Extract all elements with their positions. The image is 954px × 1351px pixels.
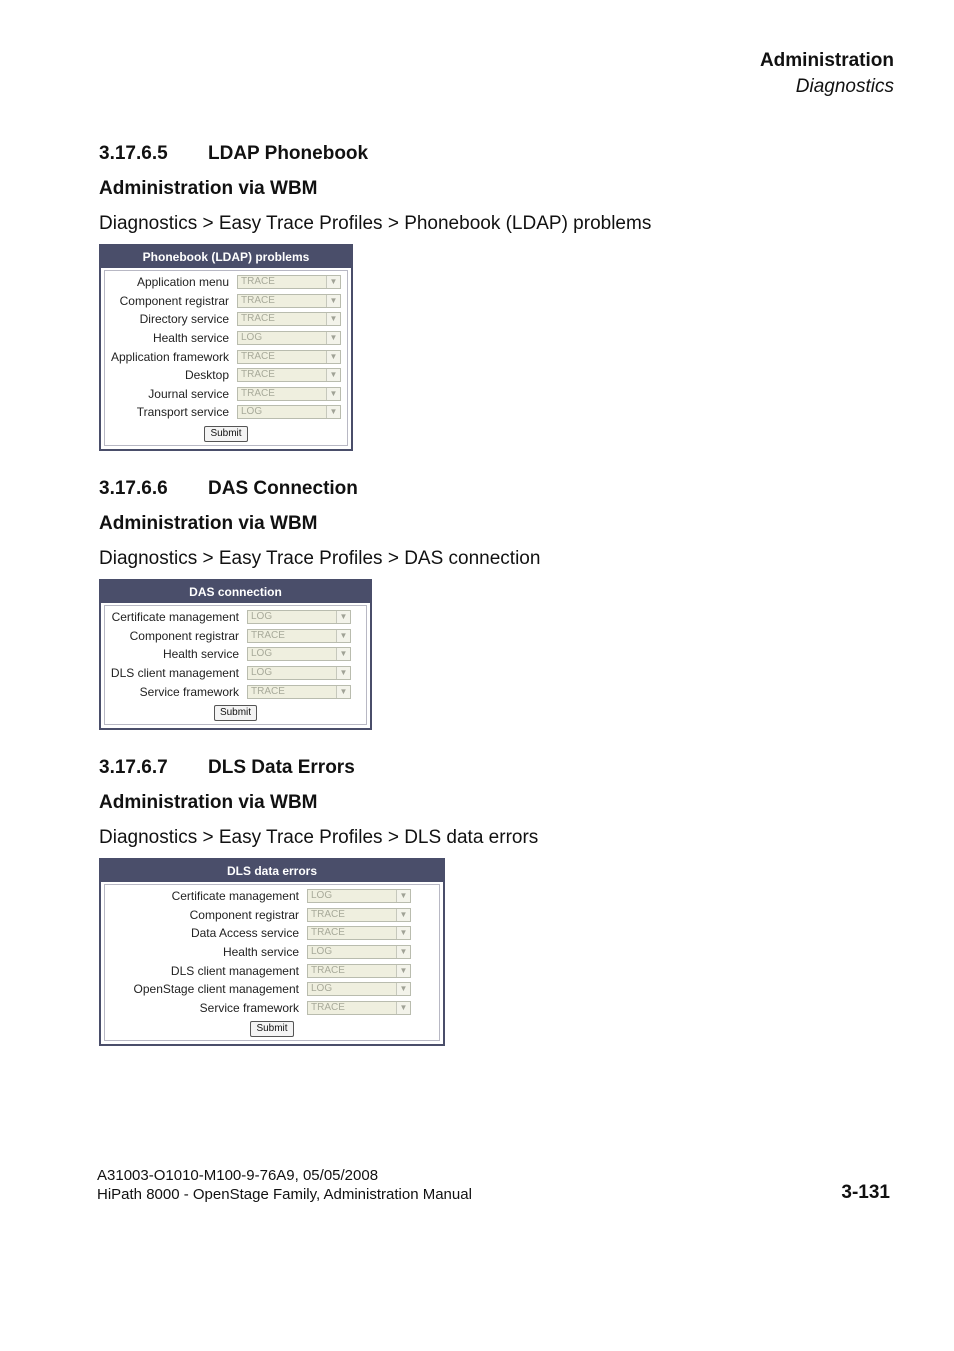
trace-level-select[interactable] xyxy=(247,685,351,699)
setting-label: OpenStage client management xyxy=(133,982,299,997)
setting-label: Service framework xyxy=(199,1000,299,1015)
running-header-title: Administration xyxy=(759,50,894,71)
trace-level-select[interactable] xyxy=(307,926,411,940)
submit-button[interactable]: Submit xyxy=(204,426,247,442)
section-ldap-phonebook xyxy=(99,142,899,451)
setting-row xyxy=(105,887,439,906)
submit-row xyxy=(105,423,347,443)
footer-doc-title: HiPath 8000 - OpenStage Family, Administration Manual xyxy=(97,1186,472,1203)
setting-row xyxy=(105,347,347,366)
chevron-down-icon: ▼ xyxy=(326,313,340,325)
setting-label: Transport service xyxy=(136,405,229,420)
trace-level-select[interactable] xyxy=(237,405,341,419)
setting-label: Health service xyxy=(152,331,229,346)
setting-row xyxy=(105,627,366,646)
chevron-down-icon: ▼ xyxy=(326,351,340,363)
trace-level-select[interactable] xyxy=(247,666,351,680)
running-header-subtitle: Diagnostics xyxy=(795,76,894,97)
setting-label: Journal service xyxy=(148,386,229,401)
chevron-down-icon: ▼ xyxy=(396,965,410,977)
chevron-down-icon: ▼ xyxy=(336,630,350,642)
trace-level-value: TRACE xyxy=(241,350,275,362)
setting-row xyxy=(105,645,366,664)
setting-label: Certificate management xyxy=(111,610,239,625)
setting-label: Certificate management xyxy=(171,889,299,904)
chevron-down-icon: ▼ xyxy=(336,667,350,679)
trace-level-value: TRACE xyxy=(251,685,285,697)
trace-level-select[interactable] xyxy=(307,982,411,996)
setting-row xyxy=(105,943,439,962)
trace-level-value: TRACE xyxy=(311,1001,345,1013)
setting-row xyxy=(105,980,439,999)
menu-path: Diagnostics > Easy Trace Profiles > Phonebook (LDAP) problems xyxy=(99,213,652,234)
trace-level-select[interactable] xyxy=(237,387,341,401)
panel-title: DLS data errors xyxy=(101,860,443,882)
trace-level-value: LOG xyxy=(251,611,273,623)
trace-level-value: TRACE xyxy=(311,964,345,976)
section-number: 3.17.6.5 xyxy=(99,143,168,164)
chevron-down-icon: ▼ xyxy=(326,276,340,288)
chevron-down-icon: ▼ xyxy=(326,388,340,400)
trace-level-select[interactable] xyxy=(237,350,341,364)
panel-body xyxy=(104,884,440,1041)
setting-row xyxy=(105,608,366,627)
trace-level-select[interactable] xyxy=(307,1001,411,1015)
section-heading xyxy=(99,756,899,780)
setting-label: Desktop xyxy=(184,368,229,383)
section-number: 3.17.6.7 xyxy=(99,757,168,778)
setting-row xyxy=(105,924,439,943)
section-heading xyxy=(99,477,899,501)
setting-label: Health service xyxy=(162,647,239,662)
setting-label: Data Access service xyxy=(190,926,299,941)
section-dls-data-errors xyxy=(99,756,899,1046)
wbm-panel-das xyxy=(99,579,372,730)
setting-row xyxy=(105,310,347,329)
trace-level-select[interactable] xyxy=(237,312,341,326)
trace-level-value: TRACE xyxy=(251,629,285,641)
setting-row xyxy=(105,999,439,1018)
trace-level-value: TRACE xyxy=(241,369,275,381)
footer-doc-id: A31003-O1010-M100-9-76A9, 05/05/2008 xyxy=(97,1167,379,1184)
trace-level-value: TRACE xyxy=(241,294,275,306)
wbm-panel-dls xyxy=(99,858,445,1046)
setting-label: Component registrar xyxy=(119,293,229,308)
setting-label: Component registrar xyxy=(189,907,299,922)
panel-title: Phonebook (LDAP) problems xyxy=(101,246,351,268)
trace-level-value: TRACE xyxy=(311,908,345,920)
trace-level-value: LOG xyxy=(311,946,333,958)
trace-level-select[interactable] xyxy=(237,331,341,345)
chevron-down-icon: ▼ xyxy=(326,332,340,344)
setting-label: Directory service xyxy=(139,312,229,327)
section-subheading: Administration via WBM xyxy=(99,513,318,534)
section-heading xyxy=(99,142,899,166)
trace-level-value: LOG xyxy=(251,648,273,660)
setting-row xyxy=(105,961,439,980)
setting-row xyxy=(105,273,347,292)
trace-level-select[interactable] xyxy=(237,368,341,382)
submit-row xyxy=(105,702,366,722)
menu-path: Diagnostics > Easy Trace Profiles > DLS data errors xyxy=(99,827,539,848)
setting-row xyxy=(105,682,366,701)
trace-level-value: TRACE xyxy=(241,313,275,325)
setting-row xyxy=(105,403,347,422)
chevron-down-icon: ▼ xyxy=(396,890,410,902)
chevron-down-icon: ▼ xyxy=(396,946,410,958)
trace-level-value: LOG xyxy=(311,890,333,902)
section-number: 3.17.6.6 xyxy=(99,478,168,499)
setting-label: Component registrar xyxy=(129,628,239,643)
setting-label: Health service xyxy=(222,945,299,960)
trace-level-value: TRACE xyxy=(311,927,345,939)
trace-level-value: LOG xyxy=(251,667,273,679)
setting-row xyxy=(105,664,366,683)
setting-label: Application menu xyxy=(136,275,229,290)
setting-row xyxy=(105,329,347,348)
submit-row xyxy=(105,1018,439,1038)
section-subheading: Administration via WBM xyxy=(99,792,318,813)
setting-row xyxy=(105,906,439,925)
chevron-down-icon: ▼ xyxy=(396,1002,410,1014)
trace-level-select[interactable] xyxy=(307,945,411,959)
section-subheading: Administration via WBM xyxy=(99,178,318,199)
trace-level-select[interactable] xyxy=(307,908,411,922)
section-das-connection xyxy=(99,477,899,730)
page-number: 3-131 xyxy=(841,1182,890,1203)
trace-level-value: LOG xyxy=(311,983,333,995)
chevron-down-icon: ▼ xyxy=(396,927,410,939)
trace-level-select[interactable] xyxy=(247,629,351,643)
chevron-down-icon: ▼ xyxy=(396,909,410,921)
trace-level-value: LOG xyxy=(241,332,263,344)
trace-level-select[interactable] xyxy=(247,610,351,624)
submit-button[interactable]: Submit xyxy=(250,1021,293,1037)
setting-label: DLS client management xyxy=(170,963,299,978)
trace-level-select[interactable] xyxy=(237,294,341,308)
setting-row xyxy=(105,366,347,385)
setting-label: Service framework xyxy=(139,684,239,699)
chevron-down-icon: ▼ xyxy=(326,369,340,381)
chevron-down-icon: ▼ xyxy=(336,648,350,660)
section-title: DAS Connection xyxy=(208,478,358,499)
chevron-down-icon: ▼ xyxy=(396,983,410,995)
panel-title: DAS connection xyxy=(101,581,370,603)
chevron-down-icon: ▼ xyxy=(336,611,350,623)
wbm-panel-phonebook xyxy=(99,244,353,451)
panel-body xyxy=(104,605,367,725)
setting-label: DLS client management xyxy=(110,666,239,681)
setting-label: Application framework xyxy=(110,349,229,364)
panel-body xyxy=(104,270,348,446)
chevron-down-icon: ▼ xyxy=(336,686,350,698)
section-title: LDAP Phonebook xyxy=(208,143,369,164)
section-title: DLS Data Errors xyxy=(208,757,355,778)
trace-level-value: TRACE xyxy=(241,387,275,399)
trace-level-value: LOG xyxy=(241,406,263,418)
trace-level-select[interactable] xyxy=(237,275,341,289)
setting-row xyxy=(105,292,347,311)
trace-level-select[interactable] xyxy=(247,647,351,661)
trace-level-value: TRACE xyxy=(241,276,275,288)
chevron-down-icon: ▼ xyxy=(326,406,340,418)
menu-path: Diagnostics > Easy Trace Profiles > DAS connection xyxy=(99,548,541,569)
submit-button[interactable]: Submit xyxy=(214,705,257,721)
trace-level-select[interactable] xyxy=(307,964,411,978)
trace-level-select[interactable] xyxy=(307,889,411,903)
chevron-down-icon: ▼ xyxy=(326,295,340,307)
setting-row xyxy=(105,385,347,404)
